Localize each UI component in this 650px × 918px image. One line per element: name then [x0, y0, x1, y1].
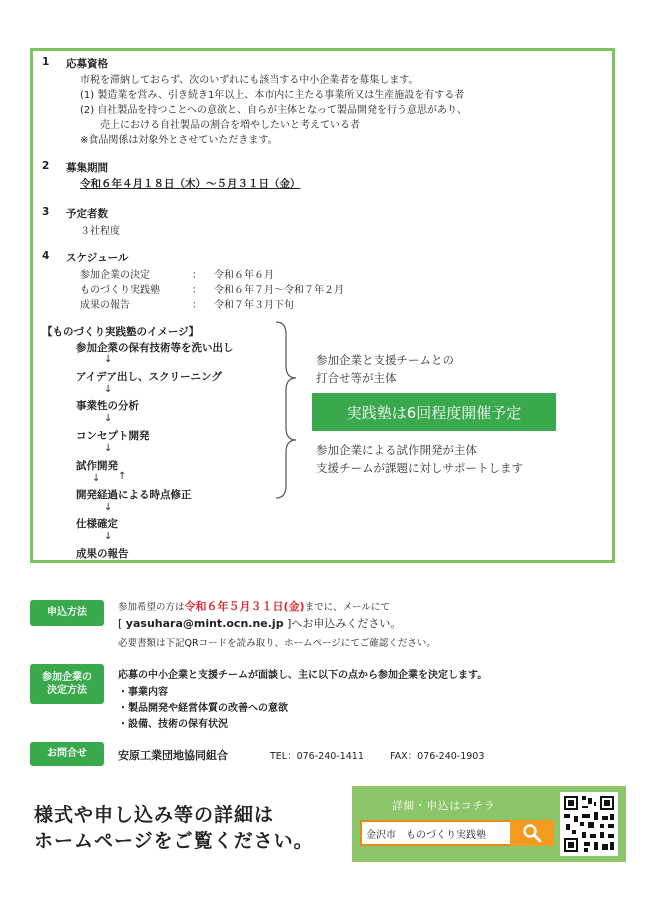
schedule-sep: ： — [192, 300, 202, 311]
flow-note: 参加企業と支援チームとの — [316, 353, 454, 367]
section-1-line: 売上における自社製品の割合を増やしたいと考えている者 — [80, 120, 360, 131]
section-1-line: (1) 製造業を営み、引き続き1年以上、本市内に主たる事業所又は生産施設を有する者 — [80, 90, 465, 101]
decide-tag — [30, 664, 104, 704]
section-1-title: 応募資格 — [66, 58, 108, 70]
search-panel-label: 詳細・申込はコチラ — [392, 800, 496, 812]
sessions-banner: 実践塾は6回程度開催予定 — [312, 393, 556, 431]
bracket-open: [ — [118, 617, 123, 630]
section-2-number: 2 — [42, 160, 50, 172]
qr-code-icon — [560, 792, 618, 856]
qr-code[interactable] — [560, 792, 618, 856]
deadline-date: 令和６年５月３１日(金) — [184, 600, 305, 613]
flow-arrow-icon: ↓ — [104, 384, 113, 395]
search-icon — [522, 823, 542, 843]
apply-text: ]へお申込みください。 — [287, 617, 402, 630]
section-1-line: (2) 自社製品を持つことへの意欲と、自らが主体となって製品開発を行う意思があり、 — [80, 105, 467, 116]
flow-step: 事業性の分析 — [76, 400, 139, 412]
flow-step: 仕様確定 — [76, 518, 118, 530]
apply-line-2 — [118, 615, 401, 631]
cta-line-2: ホームページをご覧ください。 — [34, 830, 314, 852]
flow-note: 支援チームが課題に対しサポートします — [316, 461, 523, 475]
schedule-label: ものづくり実践塾 — [80, 285, 160, 296]
decide-tag-line: 参加企業の — [42, 671, 92, 683]
schedule-value: 令和６年６月 — [214, 270, 274, 281]
flow-arrow-icon: ↓ — [104, 502, 113, 513]
apply-tag: 申込方法 — [30, 600, 104, 626]
search-input[interactable]: 金沢市 ものづくり実践塾 — [360, 820, 554, 846]
apply-line-1 — [118, 598, 390, 614]
flow-step: 開発経過による時点修正 — [76, 489, 192, 501]
section-3-title: 予定者数 — [66, 208, 108, 220]
flow-arrow-icon: ↓ — [92, 473, 101, 484]
schedule-sep: ： — [192, 270, 202, 281]
contact-tel: TEL：076-240-1411 — [270, 751, 364, 762]
flow-arrow-icon: ↓ — [104, 531, 113, 542]
decide-point: ・製品開発や経営体質の改善への意欲 — [118, 703, 288, 714]
flow-note: 参加企業による試作開発が主体 — [316, 443, 477, 457]
brace-icon — [272, 320, 300, 500]
section-1-number: 1 — [42, 56, 50, 68]
contact-org: 安原工業団地協同組合 — [118, 749, 228, 762]
application-period: 令和６年４月１８日（木）～５月３１日（金） — [80, 178, 301, 190]
apply-text: までに、メールにて — [304, 602, 390, 613]
schedule-label: 参加企業の決定 — [80, 270, 150, 281]
section-3-number: 3 — [42, 206, 50, 218]
flow-arrow-icon: ↓ — [104, 354, 113, 365]
email-link[interactable]: yasuhara@mint.ocn.ne.jp — [125, 617, 284, 630]
cta-line-1: 様式や申し込み等の詳細は — [34, 804, 275, 826]
image-title: 【ものづくり実践塾のイメージ】 — [42, 326, 200, 338]
flow-arrow-icon: ↓ — [104, 413, 113, 424]
apply-text: 参加希望の方は — [118, 602, 185, 613]
schedule-value: 令和６年７月～令和７年２月 — [214, 285, 344, 296]
planned-count: ３社程度 — [80, 226, 120, 237]
schedule-value: 令和７年３月下旬 — [214, 300, 294, 311]
flow-arrow-icon: ↓ — [104, 443, 113, 454]
section-4-number: 4 — [42, 250, 50, 262]
schedule-sep: ： — [192, 285, 202, 296]
decide-lead: 応募の中小企業と支援チームが面談し、主に以下の点から参加企業を決定します。 — [118, 670, 488, 681]
contact-fax: FAX：076-240-1903 — [390, 751, 485, 762]
decide-point: ・事業内容 — [118, 687, 168, 698]
schedule-label: 成果の報告 — [80, 300, 130, 311]
flow-step: アイデア出し、スクリーニング — [76, 371, 222, 383]
flow-note: 打合せ等が主体 — [316, 371, 397, 385]
search-button[interactable] — [510, 820, 554, 846]
search-panel — [352, 786, 626, 862]
flow-arrow-up-icon: ↑ — [118, 471, 127, 482]
flow-step: 参加企業の保有技術等を洗い出し — [76, 342, 234, 354]
section-1-line: ※食品関係は対象外とさせていただきます。 — [80, 135, 278, 146]
section-4-title: スケジュール — [66, 252, 129, 264]
flow-step: 試作開発 — [76, 460, 118, 472]
apply-line-3: 必要書類は下記QRコードを読み取り、ホームページにてご確認ください。 — [118, 638, 436, 649]
flow-step: コンセプト開発 — [76, 430, 150, 442]
section-2-title: 募集期間 — [66, 162, 108, 174]
decide-point: ・設備、技術の保有状況 — [118, 719, 228, 730]
section-1-line: 市税を滞納しておらず、次のいずれにも該当する中小企業者を募集します。 — [80, 75, 419, 86]
flow-step: 成果の報告 — [76, 548, 129, 560]
decide-tag-line: 決定方法 — [47, 685, 87, 696]
contact-tag: お問合せ — [30, 742, 104, 766]
